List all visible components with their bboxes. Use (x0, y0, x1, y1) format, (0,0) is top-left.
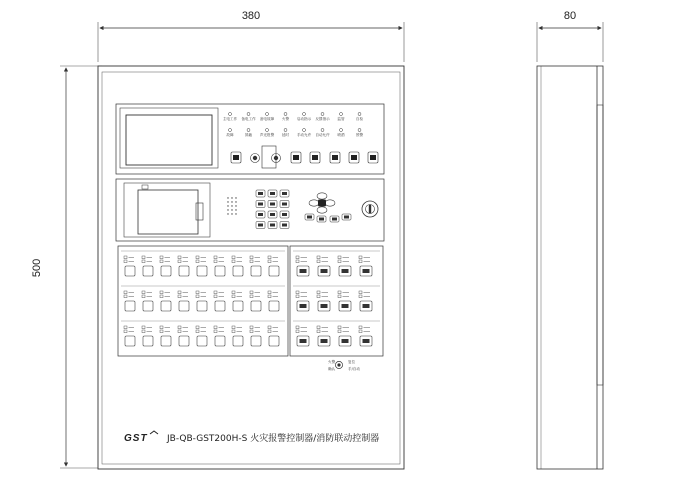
manual-start-button[interactable] (251, 336, 261, 346)
svg-text:手/自动: 手/自动 (348, 367, 360, 371)
manual-start-button[interactable] (125, 266, 135, 276)
status-label: 自检 (355, 117, 364, 121)
manual-start-button[interactable] (125, 336, 135, 346)
status-label: 自动允许 (315, 133, 330, 137)
manual-start-button[interactable] (143, 301, 153, 311)
svg-text:火警: 火警 (328, 360, 336, 364)
manual-start-button[interactable] (233, 266, 243, 276)
width-label: 380 (241, 10, 261, 22)
manual-start-button[interactable] (215, 336, 225, 346)
manual-start-button[interactable] (251, 266, 261, 276)
brand-logo: GST (124, 433, 148, 444)
side-view (537, 66, 603, 469)
status-label: 预警 (355, 133, 364, 137)
manual-start-button[interactable] (197, 301, 207, 311)
status-label: 备电工作 (241, 117, 256, 121)
status-label: 手动允许 (296, 133, 312, 137)
manual-start-button[interactable] (233, 301, 243, 311)
manual-start-button[interactable] (161, 301, 171, 311)
manual-start-button[interactable] (161, 266, 171, 276)
status-label: 主电工作 (222, 117, 238, 121)
dimension-depth (537, 10, 603, 62)
front-view (98, 66, 404, 469)
enter-key[interactable] (318, 200, 326, 207)
status-label: 故障 (226, 133, 234, 137)
status-label: 启动指示 (296, 117, 312, 121)
manual-start-button[interactable] (161, 336, 171, 346)
manual-start-button[interactable] (215, 266, 225, 276)
manual-start-button[interactable] (143, 266, 153, 276)
manual-start-button[interactable] (143, 336, 153, 346)
status-label: 备电故障 (259, 117, 275, 121)
svg-text:复位: 复位 (348, 360, 356, 364)
status-label: 监管 (337, 117, 345, 121)
svg-text:确认: 确认 (328, 367, 336, 371)
manual-start-button[interactable] (179, 266, 189, 276)
manual-start-button[interactable] (197, 266, 207, 276)
status-label: 屏蔽 (244, 133, 253, 137)
model-label: JB-QB-GST200H-S 火灾报警控制器/消防联动控制器 (167, 434, 380, 444)
status-label: 反馈指示 (315, 117, 330, 121)
manual-start-button[interactable] (215, 301, 225, 311)
manual-start-button[interactable] (269, 336, 279, 346)
status-label: 喷洒 (337, 133, 345, 137)
dimension-height (31, 66, 102, 468)
manual-start-button[interactable] (233, 336, 243, 346)
manual-start-button[interactable] (125, 301, 135, 311)
height-label: 500 (31, 258, 43, 278)
manual-start-button[interactable] (269, 266, 279, 276)
status-label: 火警 (281, 117, 290, 121)
status-label: 延时 (281, 133, 290, 137)
dimension-width (98, 10, 404, 62)
manual-start-button[interactable] (269, 301, 279, 311)
manual-start-button[interactable] (179, 336, 189, 346)
manual-start-button[interactable] (251, 301, 261, 311)
manual-start-button[interactable] (179, 301, 189, 311)
manual-start-button[interactable] (197, 336, 207, 346)
depth-label: 80 (563, 10, 577, 22)
status-label: 声光报警 (259, 133, 275, 137)
